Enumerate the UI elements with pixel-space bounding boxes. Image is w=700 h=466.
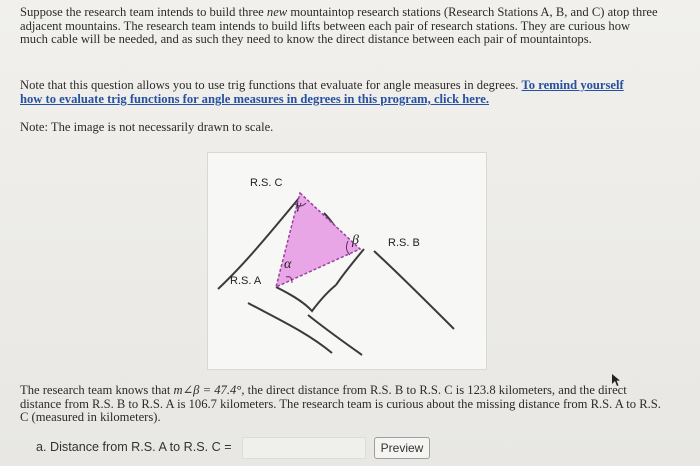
mountain-b-right-slope xyxy=(374,251,454,329)
mountain-base-left xyxy=(248,303,332,353)
answer-label: a. Distance from R.S. A to R.S. C = xyxy=(36,440,232,454)
label-beta: β xyxy=(352,233,359,248)
intro-new-word: new xyxy=(266,5,288,19)
label-rs-c: R.S. C xyxy=(250,177,283,189)
problem-intro xyxy=(20,6,660,47)
mountain-valley-outline xyxy=(276,285,336,311)
trig-help-link[interactable]: To remind yourself how to evaluate trig functions for angle measures in degrees in this program, click here. xyxy=(20,78,624,106)
intro-text-2: mountaintop research stations (Research Stations A, B, and C) atop three adjacent mountains. The research team intends to build lifts between each pair of research stations. They are curious how much cable will be needed, and as such they need to know the direct distance between each pair of mountaintops. xyxy=(20,5,658,47)
mouse-cursor-icon xyxy=(612,374,620,386)
mountain-base-right xyxy=(308,315,362,355)
scale-note: Note: The image is not necessarily drawn to scale. xyxy=(20,120,274,134)
intro-text-1: Suppose the research team intends to build three xyxy=(20,5,267,19)
mountain-triangle-figure xyxy=(207,152,487,370)
given-text-2: , the direct distance from R.S. B to R.S. C is 123.8 kilometers, and the direct distance from R.S. B to R.S. A is 106.7 kilometers. The research team is curious about the missing distance from R.S. A to R.S. C (measured in kilometers). xyxy=(20,383,661,425)
label-rs-b: R.S. B xyxy=(388,237,420,249)
given-angle-expr: m∠β = 47.4° xyxy=(173,383,242,397)
distance-answer-input[interactable] xyxy=(242,437,366,459)
label-alpha: α xyxy=(284,257,292,272)
trig-note-text: Note that this question allows you to use trig functions that evaluate for angle measures in degrees. xyxy=(20,78,522,92)
trig-note xyxy=(20,78,640,106)
label-gamma: γ xyxy=(296,197,302,212)
given-text-1: The research team knows that xyxy=(20,383,174,397)
given-information xyxy=(20,384,670,425)
preview-button[interactable]: Preview xyxy=(374,437,430,459)
label-rs-a: R.S. A xyxy=(230,275,262,287)
